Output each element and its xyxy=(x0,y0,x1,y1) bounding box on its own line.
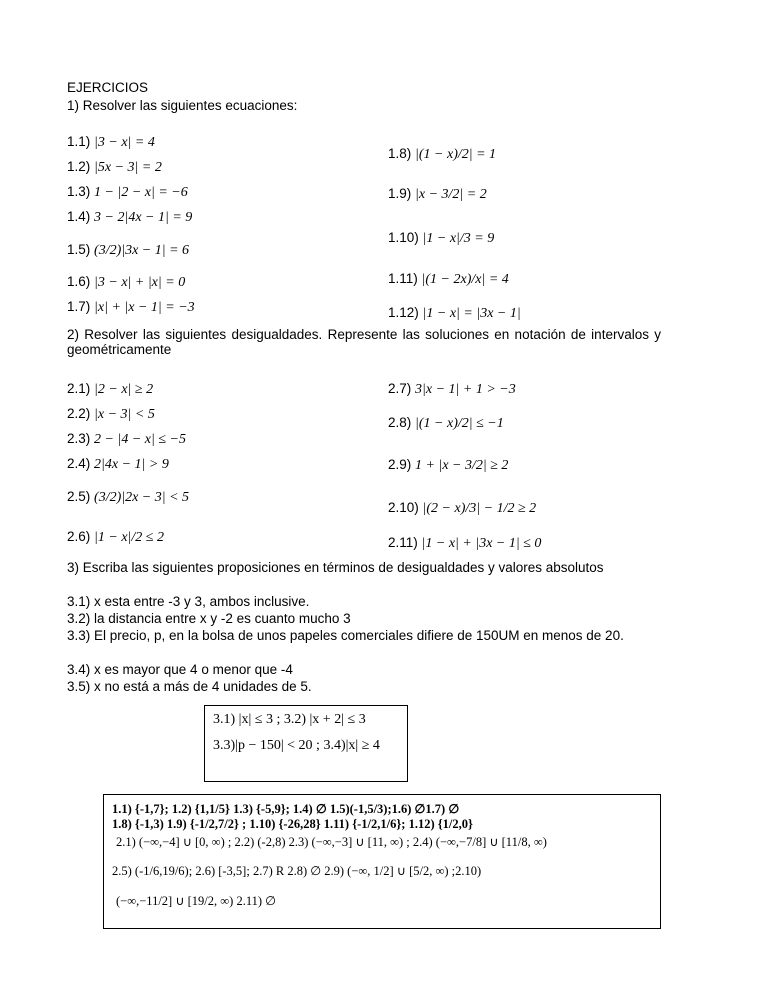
proposition-item: 3.1) x esta entre -3 y 3, ambos inclusive. xyxy=(67,594,310,609)
answers-line-5: (−∞,−11/2] ∪ [19/2, ∞) 2.11) ∅ xyxy=(116,894,277,908)
equation-item: 1.2) |5x − 3| = 2 xyxy=(67,159,162,175)
equation-item: 1.10) |1 − x|/3 = 9 xyxy=(388,230,495,246)
equation-item: 1.3) 1 − |2 − x| = −6 xyxy=(67,184,188,200)
proposition-item: 3.4) x es mayor que 4 o menor que -4 xyxy=(67,662,293,677)
equation-item: 1.5) (3/2)|3x − 1| = 6 xyxy=(67,242,190,258)
answers-3-line-1: 3.1) |x| ≤ 3 ; 3.2) |x + 2| ≤ 3 xyxy=(213,712,366,727)
inequality-item: 2.4) 2|4x − 1| > 9 xyxy=(67,456,169,472)
inequality-item: 2.10) |(2 − x)/3| − 1/2 ≥ 2 xyxy=(388,500,537,516)
proposition-item: 3.2) la distancia entre x y -2 es cuanto mucho 3 xyxy=(67,611,351,626)
inequality-item: 2.11) |1 − x| + |3x − 1| ≤ 0 xyxy=(388,535,542,551)
proposition-item: 3.5) x no está a más de 4 unidades de 5. xyxy=(67,679,312,694)
equation-item: 1.9) |x − 3/2| = 2 xyxy=(388,186,487,202)
inequality-item: 2.8) |(1 − x)/2| ≤ −1 xyxy=(388,415,504,431)
answers-box xyxy=(103,794,661,929)
inequality-item: 2.3) 2 − |4 − x| ≤ −5 xyxy=(67,431,186,447)
equation-item: 1.1) |3 − x| = 4 xyxy=(67,134,155,150)
section-2-title: 2) Resolver las siguientes desigualdades. Represente las soluciones en notación de intervalos y geométricamente xyxy=(67,327,661,357)
answers-line-3: 2.1) (−∞,−4] ∪ [0, ∞) ; 2.2) (-2,8) 2.3) (−∞,−3] ∪ [11, ∞) ; 2.4) (−∞,−7/8] ∪ [11/8, ∞) xyxy=(116,835,547,849)
answers-section-3-box xyxy=(204,705,408,782)
section-1-title: 1) Resolver las siguientes ecuaciones: xyxy=(67,98,298,113)
inequality-item: 2.2) |x − 3| < 5 xyxy=(67,406,155,422)
inequality-item: 2.6) |1 − x|/2 ≤ 2 xyxy=(67,529,164,545)
inequality-item: 2.9) 1 + |x − 3/2| ≥ 2 xyxy=(388,457,509,473)
equation-item: 1.11) |(1 − 2x)/x| = 4 xyxy=(388,271,509,287)
inequality-item: 2.1) |2 − x| ≥ 2 xyxy=(67,381,154,397)
equation-item: 1.7) |x| + |x − 1| = −3 xyxy=(67,299,195,315)
section-3-title: 3) Escriba las siguientes proposiciones en términos de desigualdades y valores absolutos xyxy=(67,560,604,575)
inequality-item: 2.5) (3/2)|2x − 3| < 5 xyxy=(67,489,190,505)
inequality-item: 2.7) 3|x − 1| + 1 > −3 xyxy=(388,381,516,397)
equation-item: 1.6) |3 − x| + |x| = 0 xyxy=(67,274,186,290)
answers-3-line-2: 3.3)|p − 150| < 20 ; 3.4)|x| ≥ 4 xyxy=(213,738,380,753)
equation-item: 1.4) 3 − 2|4x − 1| = 9 xyxy=(67,209,193,225)
equation-item: 1.8) |(1 − x)/2| = 1 xyxy=(388,146,497,162)
proposition-item: 3.3) El precio, p, en la bolsa de unos papeles comerciales difiere de 150UM en menos de 20. xyxy=(67,628,624,643)
answers-line-4: 2.5) (-1/6,19/6); 2.6) [-3,5]; 2.7) R 2.8) ∅ 2.9) (−∞, 1/2] ∪ [5/2, ∞) ;2.10) xyxy=(112,864,482,878)
equation-item: 1.12) |1 − x| = |3x − 1| xyxy=(388,305,521,321)
heading: EJERCICIOS xyxy=(67,80,149,95)
answers-line-1: 1.1) {-1,7}; 1.2) {1,1/5} 1.3) {-5,9}; 1.4) ∅ 1.5)(-1,5/3);1.6) ∅1.7) ∅ xyxy=(112,802,460,816)
answers-line-2: 1.8) {-1,3) 1.9) {-1/2,7/2} ; 1.10) {-26,28} 1.11) {-1/2,1/6}; 1.12) {1/2,0} xyxy=(112,817,473,831)
